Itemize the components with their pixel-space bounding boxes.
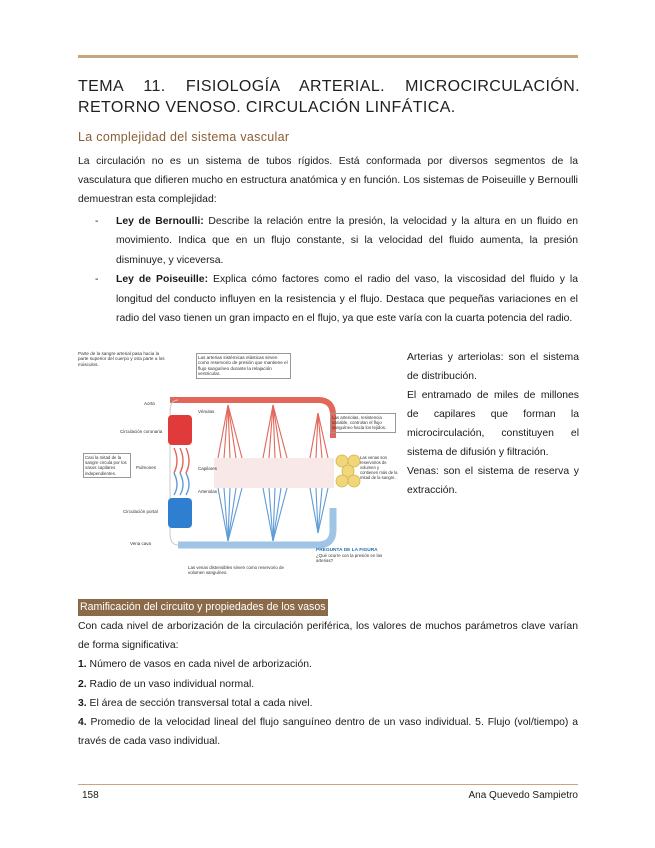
- label-arteriolas: Arteriolas: [198, 489, 218, 494]
- side-text-capillaries: El entramado de miles de millones de capilares que forman la microcirculación, constituyen el sistema de difusión y filtración.: [407, 390, 579, 458]
- label-aorta: Aorta: [144, 401, 155, 406]
- side-text-veins: Venas: son el sistema de reserva y extracción.: [407, 466, 579, 496]
- callout-top: Las arterias sistémicas elásticas sirven como reservorio de presión que mantiene el flujo sanguíneo durante la relajación ventricular.: [196, 353, 291, 379]
- side-text-arteries: Arterias y arteriolas: son el sistema de distribución.: [407, 352, 579, 382]
- section-heading: Ramificación del circuito y propiedades de los vasos: [78, 599, 328, 616]
- intro-paragraph: La circulación no es un sistema de tubos rígidos. Está conformada por diversos segmentos de la vasculatura que difieren mucho en estructura anatómica y en función. Los sistemas de Poiseuille y Bernoulli demuestran esta complejidad:: [78, 156, 578, 205]
- label-capilares: Capilares: [198, 466, 218, 471]
- circulation-diagram: [78, 343, 398, 583]
- bernoulli-term: Ley de Bernoulli:: [116, 216, 204, 227]
- list-item: 4. Promedio de la velocidad lineal del flujo sanguíneo dentro de un vaso individual. 5. Flujo (vol/tiempo) a través de cada vaso individual.: [78, 717, 578, 748]
- poiseuille-text: Explica cómo factores como el radio del vaso, la viscosidad del fluido y la longitud del conducto influyen en la resistencia y el flujo. Destaca que pequeñas variaciones en el radio del vaso tienen un gran impacto en el flujo, ya que este varía con la cuarta potencia del radio.: [116, 274, 578, 325]
- label-lungs: Pulmones: [136, 465, 157, 470]
- label-venulas: Vénulas: [198, 409, 215, 414]
- label-coronary: Circulación coronaria: [120, 429, 163, 434]
- top-rule: [78, 55, 578, 58]
- callout-left: Casi la mitad de la sangre circula por los vasos capilares independientes.: [83, 453, 131, 478]
- page-number: 158: [82, 790, 99, 801]
- question-title: PREGUNTA DE LA FIGURA: [316, 548, 378, 553]
- callout-right: Las arteriolas, resistencia variable, controlan el flujo sanguíneo hacia los tejidos.: [330, 413, 396, 433]
- list-item: 1. Número de vasos en cada nivel de arborización.: [78, 659, 312, 671]
- page-title: TEMA 11. FISIOLOGÍA ARTERIAL. MICROCIRCULACIÓN. RETORNO VENOSO. CIRCULACIÓN LINFÁTICA.: [78, 78, 580, 116]
- heart-right-icon: [168, 498, 192, 528]
- list-item: - Ley de Poiseuille: Explica cómo factores como el radio del vaso, la viscosidad del fluido y la longitud del conducto influyen en la resistencia y el flujo. Destaca que pequeñas variaciones en el radio del vaso tienen un gran impacto en el flujo, ya que este varía con la cuarta potencia del radio.: [95, 274, 578, 325]
- bottom-rule: [78, 784, 578, 785]
- branching-intro: Con cada nivel de arborización de la circulación periférica, los valores de muchos parámetros clave varían de forma significativa:: [78, 621, 578, 652]
- list-item: 3. El área de sección transversal total a cada nivel.: [78, 697, 313, 709]
- heart-left-icon: [168, 415, 192, 445]
- section-subtitle: La complejidad del sistema vascular: [78, 130, 290, 144]
- label-vena-cava: Vena cava: [130, 541, 152, 546]
- systemic-capillaries: [214, 405, 334, 541]
- figure-question: [316, 548, 398, 563]
- callout-left-top: Parte de la sangre arterial pasa hacia la parte superior del cuerpo y otra parte a los músculos.: [78, 351, 165, 367]
- label-portal: Circulación portal: [123, 509, 158, 514]
- author-name: Ana Quevedo Sampietro: [468, 790, 578, 801]
- question-text: ¿Qué ocurre con la presión en las arterias?: [316, 553, 383, 564]
- laws-list: [78, 212, 578, 328]
- branching-section: [78, 617, 578, 751]
- vessel-functions: [407, 348, 579, 500]
- callout-right2: Las venas son reservorios de volumen y contienen más de la mitad de la sangre.: [360, 455, 398, 480]
- poiseuille-term: Ley de Poiseuille:: [116, 274, 209, 286]
- list-item: 2. Radio de un vaso individual normal.: [78, 678, 255, 690]
- list-item: - Ley de Bernoulli: Describe la relación entre la presión, la velocidad y la altura en un fluido en movimiento. Indica que en un flujo constante, si la velocidad del fluido aumenta, la presión disminuye, y viceversa.: [95, 216, 579, 266]
- callout-bottom: Las venas distensibles sirven como reservorio de volumen sanguíneo.: [188, 565, 284, 576]
- bernoulli-text: Describe la relación entre la presión, la velocidad y la altura en un fluido en movimiento. Indica que en un flujo constante, si la velocidad del fluido aumenta, la presión disminuye, y viceversa.: [116, 216, 579, 266]
